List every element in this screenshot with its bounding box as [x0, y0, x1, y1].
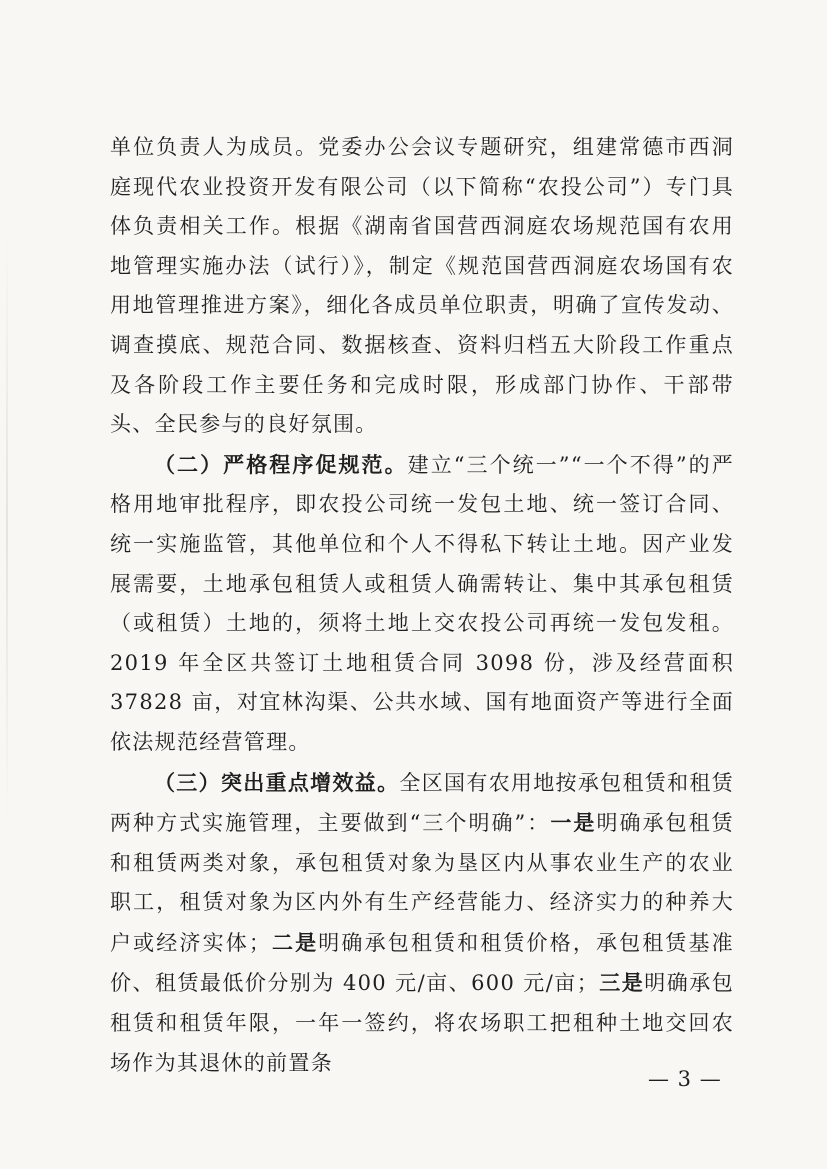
paragraph-2-text: 建立“三个统一”“一个不得”的严格用地审批程序，即农投公司统一发包土地、统一签订合同、统一实施监管，其他单位和个人不得私下转让土地。因产业发展需要，土地承包租赁人或租赁人确需转让、集中其承包租赁（或租赁）土地的，须将土地上交农投公司再统一发包发租。2019 年全区共签订土地租赁合同 3098 份，涉及经营面积 37828 亩，对宜林沟渠、公共水域、国有地面资产等进行全面依法规范经营管理。: [110, 452, 734, 754]
point-two-label: 二是: [271, 929, 319, 955]
point-one-label: 一是: [550, 810, 597, 836]
paragraph-1: [110, 128, 734, 445]
paragraph-3: [110, 763, 734, 1084]
document-body: [110, 128, 734, 1083]
paragraph-2: [110, 445, 734, 763]
paragraph-3-text-c: 明确承包租赁和租赁价格，承包租赁基准价、租赁最低价分别为 400 元/亩、600 元/亩；: [110, 930, 734, 996]
binding-crease: [6, 230, 8, 830]
paragraph-3-text-b: 明确承包租赁和租赁两类对象，承包租赁对象为垦区内从事农业生产的农业职工，租赁对象为区内外有生产经营能力、经济实力的种养大户或经济实体；: [110, 811, 734, 955]
point-three-label: 三是: [599, 970, 645, 996]
paragraph-1-text: 单位负责人为成员。党委办公会议专题研究，组建常德市西洞庭现代农业投资开发有限公司（以下简称“农投公司”）专门具体负责相关工作。根据《湖南省国营西洞庭农场规范国有农用地管理实施办法（试行）》，制定《规范国营西洞庭农场国有农用地管理推进方案》，细化各成员单位职责，明确了宣传发动、调查摸底、规范合同、数据核查、资料归档五大阶段工作重点及各阶段工作主要任务和完成时限，形成部门协作、干部带头、全民参与的良好氛围。: [110, 135, 734, 437]
section-heading-3: （三）突出重点增效益。: [154, 769, 400, 795]
paragraph-3-text-d: 明确承包租赁和租赁年限，一年一签约，将农场职工把租种土地交回农场作为其退休的前置条: [110, 971, 734, 1075]
page-number: — 3 —: [648, 1067, 722, 1091]
section-heading-2: （二）严格程序促规范。: [154, 451, 408, 477]
paragraph-3-text-a: 全区国有农用地按承包租赁和租赁两种方式实施管理，主要做到“三个明确”：: [110, 770, 734, 836]
